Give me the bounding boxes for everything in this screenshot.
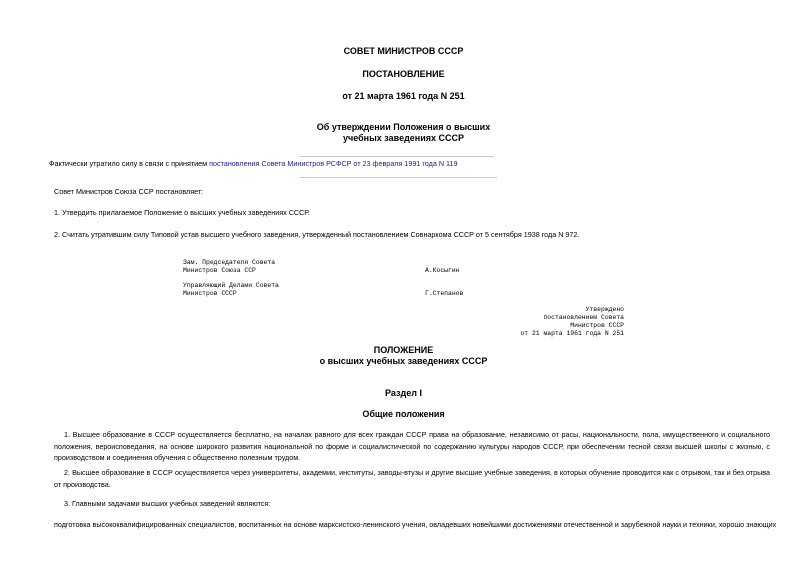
- regulation-title: ПОЛОЖЕНИЕ: [373, 345, 434, 355]
- signature-2-name: Г.Степанов: [425, 290, 464, 297]
- status-note: [49, 158, 457, 169]
- divider-top: [300, 156, 494, 157]
- status-prefix: Фактически утратило силу в связи с принятием: [49, 159, 210, 168]
- paragraph-3: 3. Главными задачами высших учебных заведений являются:: [64, 499, 271, 508]
- paragraph-2: 2. Высшее образование в СССР осуществляется через университеты, академии, институты, заводы-втузы и другие высшие учебные заведения, в которых обучение проводится как с отрывом, так и без отрыва от производства.: [54, 468, 770, 489]
- approval-line2: постановлением Совета: [543, 314, 624, 321]
- document-title-line2: учебных заведениях СССР: [342, 133, 465, 143]
- approval-line3: Министров СССР: [570, 322, 624, 329]
- section-title: Общие положения: [362, 409, 445, 419]
- regulation-subtitle: о высших учебных заведениях СССР: [319, 356, 488, 366]
- point-1: 1. Утвердить прилагаемое Положение о высших учебных заведениях СССР.: [54, 208, 310, 217]
- section-number: Раздел I: [385, 388, 422, 398]
- signature-1-line1: Зам. Председателя Совета: [183, 259, 276, 266]
- signature-2-line2: Министров СССР: [183, 290, 237, 297]
- signature-1-title: [183, 259, 275, 275]
- approval-line4: от 21 марта 1961 года N 251: [520, 330, 624, 337]
- divider-bottom: [300, 177, 497, 178]
- point-2: 2. Считать утратившим силу Типовой устав высшего учебного заведения, утвержденный постановлением Совнаркома СССР от 5 сентября 1938 года N 972.: [54, 230, 580, 239]
- document-title-line1: Об утверждении Положения о высших: [316, 122, 491, 132]
- signature-1-line2: Министров Союза ССР: [183, 267, 256, 274]
- document-type: ПОСТАНОВЛЕНИЕ: [362, 69, 445, 79]
- issuing-body: СОВЕТ МИНИСТРОВ СССР: [343, 46, 464, 56]
- paragraph-4: подготовка высококвалифицированных специалистов, воспитанных на основе марксистско-ленинского учения, овладевших новейшими достижениями отечественной и зарубежной науки и техники, хорошо знающих: [54, 520, 777, 529]
- paragraph-1: 1. Высшее образование в СССР осуществляется бесплатно, на началах равного для всех граждан СССР права на образование, независимо от расы, национальности, пола, имущественного и социального положения, вероисповедания, на основе широкого развития национальной по форме и социалистической по содержанию культуры народов СССР, при обеспечении тесной связи высшей школы с жизнью, с производством и соединения обучения с общественно полезным трудом.: [54, 430, 770, 462]
- preamble: Совет Министров Союза ССР постановляет:: [54, 187, 204, 196]
- approval-stamp: [520, 306, 624, 338]
- approval-line1: Утверждено: [585, 306, 624, 313]
- signature-1-name: А.Косыгин: [425, 267, 460, 274]
- signature-2-title: [183, 282, 279, 298]
- document-date-number: от 21 марта 1961 года N 251: [342, 91, 465, 101]
- signature-2-line1: Управляющий Делами Совета: [183, 282, 279, 289]
- repeal-link[interactable]: постановления Совета Министров РСФСР от 23 февраля 1991 года N 119: [209, 159, 458, 168]
